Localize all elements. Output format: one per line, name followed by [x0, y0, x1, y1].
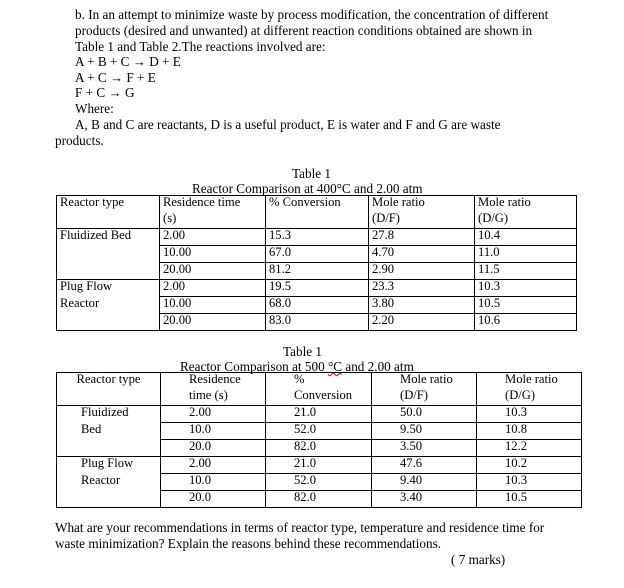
table-cell: 47.6	[372, 457, 477, 474]
intro-line-1: b. In an attempt to minimize waste by process modification, the concentration of different	[75, 7, 549, 22]
table-cell: 2.00	[160, 229, 266, 246]
table-row	[57, 229, 577, 246]
table-row	[57, 457, 582, 474]
table-cell: 20.0	[161, 440, 266, 457]
table1-header-dg-unit: (D/G)	[475, 212, 577, 229]
table-cell: 10.00	[160, 297, 266, 314]
table-cell: 52.0	[266, 474, 372, 491]
table1-header-reactor: Reactor type	[57, 196, 160, 213]
table1-title: Table 1	[292, 166, 331, 181]
table-cell: 83.0	[266, 314, 369, 331]
table-cell: 9.40	[372, 474, 477, 491]
definition-line-1: A, B and C are reactants, D is a useful product, E is water and F and G are waste	[75, 117, 501, 132]
table-cell: 2.00	[161, 406, 266, 423]
intro-line-2: products (desired and unwanted) at different reaction conditions obtained are shown in	[75, 23, 533, 38]
table2-header-residence: Residence	[161, 373, 266, 390]
definition-line-2: products.	[55, 133, 104, 148]
table-cell: 20.00	[160, 314, 266, 331]
reaction-1: A + B + C → D + E	[75, 54, 181, 69]
table-cell: 20.0	[161, 491, 266, 508]
table2-fluidized-label: Fluidized	[57, 406, 161, 423]
table1-header-df-unit: (D/F)	[369, 212, 475, 229]
table-cell: 10.00	[160, 246, 266, 263]
table-cell: 3.50	[372, 440, 477, 457]
where-label: Where:	[75, 101, 114, 116]
table-cell: 10.4	[475, 229, 577, 246]
reaction-3: F + C → G	[75, 85, 135, 100]
table1	[56, 195, 577, 331]
table-cell: 52.0	[266, 423, 372, 440]
table1-header-df: Mole ratio	[369, 196, 475, 213]
table-cell: 2.90	[369, 263, 475, 280]
table-cell: 21.0	[266, 457, 372, 474]
table-cell: 50.0	[372, 406, 477, 423]
table1-plug-flow-label: Plug Flow	[57, 280, 160, 297]
table2-header-df-unit: (D/F)	[372, 389, 477, 406]
table-cell: 3.40	[372, 491, 477, 508]
table-cell: 10.8	[477, 423, 582, 440]
table-cell: 10.3	[475, 280, 577, 297]
table2-header-conversion: %	[266, 373, 372, 390]
table-cell: 11.5	[475, 263, 577, 280]
table-cell: 3.80	[369, 297, 475, 314]
reaction-2: A + C → F + E	[75, 70, 156, 85]
table2-reactor-label: Reactor	[57, 474, 161, 491]
question-line-2: waste minimization? Explain the reasons behind these recommendations.	[55, 536, 441, 551]
table-cell: 20.00	[160, 263, 266, 280]
table-cell: 68.0	[266, 297, 369, 314]
table2	[56, 372, 582, 508]
marks-label: ( 7 marks)	[451, 552, 506, 567]
table-row	[57, 297, 577, 314]
table-cell: 10.5	[475, 297, 577, 314]
table-row	[57, 246, 577, 263]
table-cell: 10.0	[161, 423, 266, 440]
table-cell: 10.0	[161, 474, 266, 491]
table-cell: 19.5	[266, 280, 369, 297]
table-cell: 23.3	[369, 280, 475, 297]
table2-subtitle: Reactor Comparison at 500 °C and 2.00 atm	[180, 359, 414, 374]
intro-line-3: Table 1 and Table 2.The reactions involved are:	[75, 39, 326, 54]
table-cell: 2.00	[160, 280, 266, 297]
table-cell: 82.0	[266, 440, 372, 457]
table-cell: 81.2	[266, 263, 369, 280]
table-cell: 67.0	[266, 246, 369, 263]
table-cell: 15.3	[266, 229, 369, 246]
table-cell: 10.6	[475, 314, 577, 331]
table-cell: 27.8	[369, 229, 475, 246]
table1-header-conversion: % Conversion	[266, 196, 369, 213]
table-row	[57, 491, 582, 508]
table2-header-dg-unit: (D/G)	[477, 389, 582, 406]
table2-header-reactor: Reactor type	[57, 373, 161, 390]
table-cell: 9.50	[372, 423, 477, 440]
table1-reactor-label: Reactor	[57, 297, 160, 314]
table2-header-df: Mole ratio	[372, 373, 477, 390]
table-row	[57, 440, 582, 457]
table-row	[57, 406, 582, 423]
table1-header-dg: Mole ratio	[475, 196, 577, 213]
table-cell: 11.0	[475, 246, 577, 263]
table1-header-residence-unit: (s)	[160, 212, 266, 229]
table-row	[57, 280, 577, 297]
table2-plug-flow-label: Plug Flow	[57, 457, 161, 474]
table1-header-residence: Residence time	[160, 196, 266, 213]
table2-header-dg: Mole ratio	[477, 373, 582, 390]
table-cell: 12.2	[477, 440, 582, 457]
table-cell: 10.3	[477, 474, 582, 491]
table-row	[57, 474, 582, 491]
table1-fluidized-bed-label: Fluidized Bed	[57, 229, 160, 246]
question-line-1: What are your recommendations in terms of reactor type, temperature and residence time for	[55, 520, 545, 535]
table-cell: 2.20	[369, 314, 475, 331]
table2-header-conversion-unit: Conversion	[266, 389, 372, 406]
table-cell: 82.0	[266, 491, 372, 508]
table-cell: 10.2	[477, 457, 582, 474]
table-cell: 21.0	[266, 406, 372, 423]
table-cell: 10.5	[477, 491, 582, 508]
table2-header-residence-unit: time (s)	[161, 389, 266, 406]
table-cell: 10.3	[477, 406, 582, 423]
table-cell: 4.70	[369, 246, 475, 263]
table-row	[57, 314, 577, 331]
table2-bed-label: Bed	[57, 423, 161, 440]
table-row	[57, 263, 577, 280]
table1-subtitle: Reactor Comparison at 400°C and 2.00 atm	[192, 181, 423, 196]
table-row	[57, 423, 582, 440]
table-cell: 2.00	[161, 457, 266, 474]
table2-title: Table 1	[283, 344, 322, 359]
